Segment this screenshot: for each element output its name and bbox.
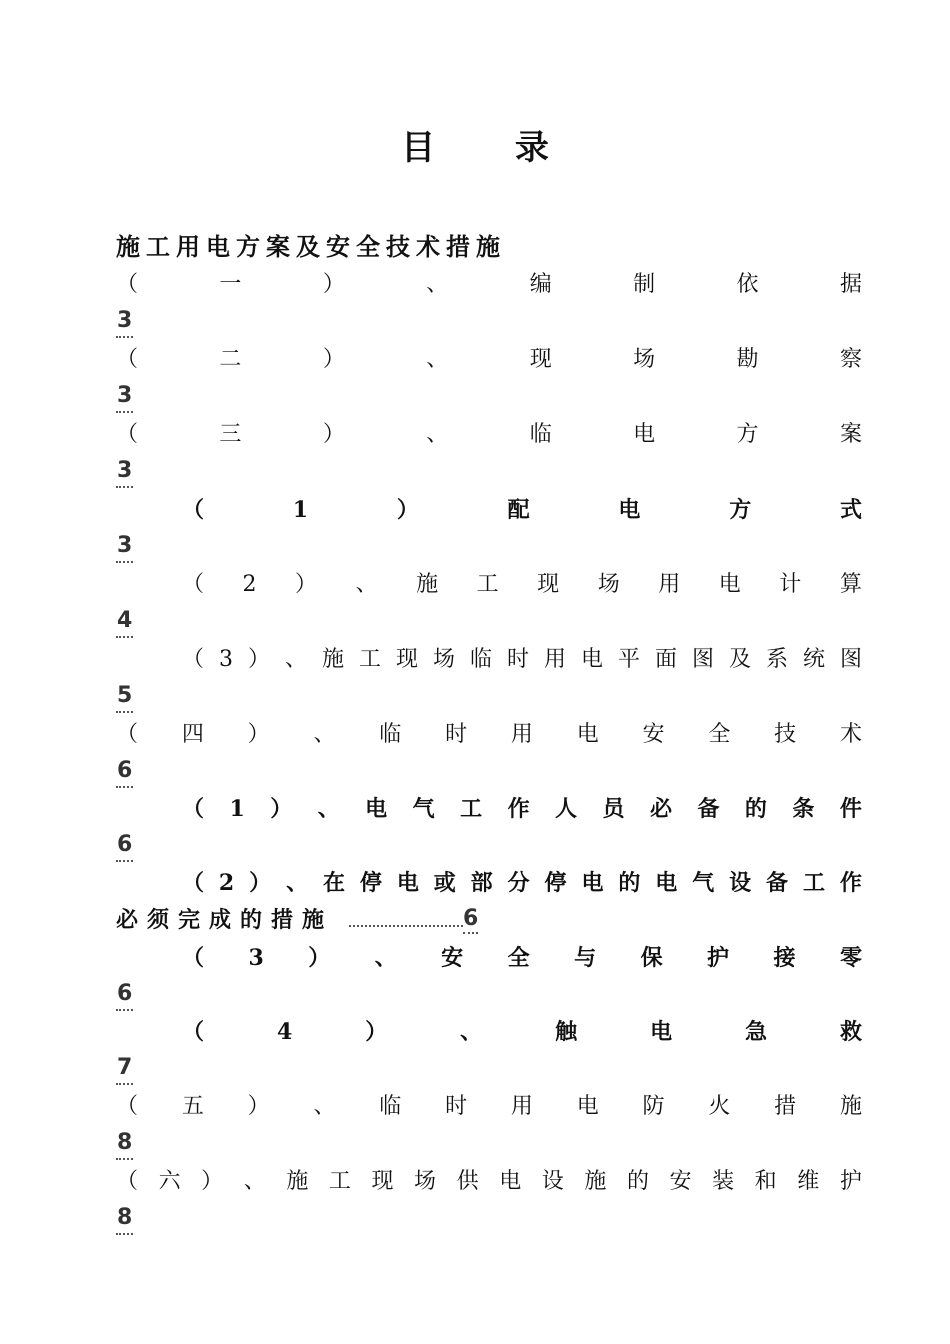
toc-page-number[interactable]: 3 bbox=[116, 531, 133, 563]
dot-leader bbox=[349, 913, 463, 927]
toc-entry-1[interactable]: （ 一 ） 、 编 制 依 据 bbox=[116, 272, 862, 297]
toc-page-number[interactable]: 3 bbox=[116, 381, 133, 413]
toc-entry-3[interactable]: （ 三 ） 、 临 电 方 案 bbox=[116, 422, 862, 447]
toc-entry-4-1[interactable]: （ 1 ） 、 电 气 工 作 人 员 必 备 的 条 件 bbox=[182, 796, 862, 822]
toc-heading: 施工用电方案及安全技术措施 bbox=[116, 232, 506, 261]
toc-page-number[interactable]: 3 bbox=[116, 306, 133, 338]
toc-entry-4-3[interactable]: （ 3 ） 、 安 全 与 保 护 接 零 bbox=[182, 945, 862, 971]
toc-entry-2[interactable]: （ 二 ） 、 现 场 勘 察 bbox=[116, 347, 862, 372]
toc-page-number[interactable]: 8 bbox=[116, 1128, 133, 1160]
toc-entry-5[interactable]: （ 五 ） 、 临 时 用 电 防 火 措 施 bbox=[116, 1094, 862, 1119]
toc-page-number[interactable]: 8 bbox=[116, 1203, 133, 1235]
toc-page-number[interactable]: 6 bbox=[116, 830, 133, 862]
toc-page-number[interactable]: 6 bbox=[116, 979, 133, 1011]
page-title: 目 录 bbox=[401, 128, 583, 168]
toc-page-number[interactable]: 7 bbox=[116, 1053, 133, 1085]
toc-page-number[interactable]: 5 bbox=[116, 681, 133, 713]
toc-entry-4-4[interactable]: （ 4 ） 、 触 电 急 救 bbox=[182, 1019, 862, 1045]
toc-entry-4-2[interactable]: （ 2 ） 、 在 停 电 或 部 分 停 电 的 电 气 设 备 工 作 bbox=[182, 870, 862, 896]
toc-entry-4-2-continued[interactable]: 必须完成的措施 6 bbox=[116, 906, 479, 933]
toc-entry-3-1[interactable]: （ 1 ） 配 电 方 式 bbox=[182, 497, 862, 523]
toc-entry-4[interactable]: （ 四 ） 、 临 时 用 电 安 全 技 术 bbox=[116, 722, 862, 747]
toc-page-number[interactable]: 6 bbox=[463, 906, 478, 934]
toc-entry-6[interactable]: （ 六 ） 、 施 工 现 场 供 电 设 施 的 安 装 和 维 护 bbox=[116, 1169, 862, 1194]
toc-entry-3-2[interactable]: （ 2 ） 、 施 工 现 场 用 电 计 算 bbox=[182, 572, 862, 597]
toc-page-number[interactable]: 4 bbox=[116, 606, 133, 638]
toc-entry-3-3[interactable]: （ 3 ） 、 施 工 现 场 临 时 用 电 平 面 图 及 系 统 图 bbox=[182, 647, 862, 672]
toc-page-number[interactable]: 3 bbox=[116, 456, 133, 488]
toc-page-number[interactable]: 6 bbox=[116, 756, 133, 788]
